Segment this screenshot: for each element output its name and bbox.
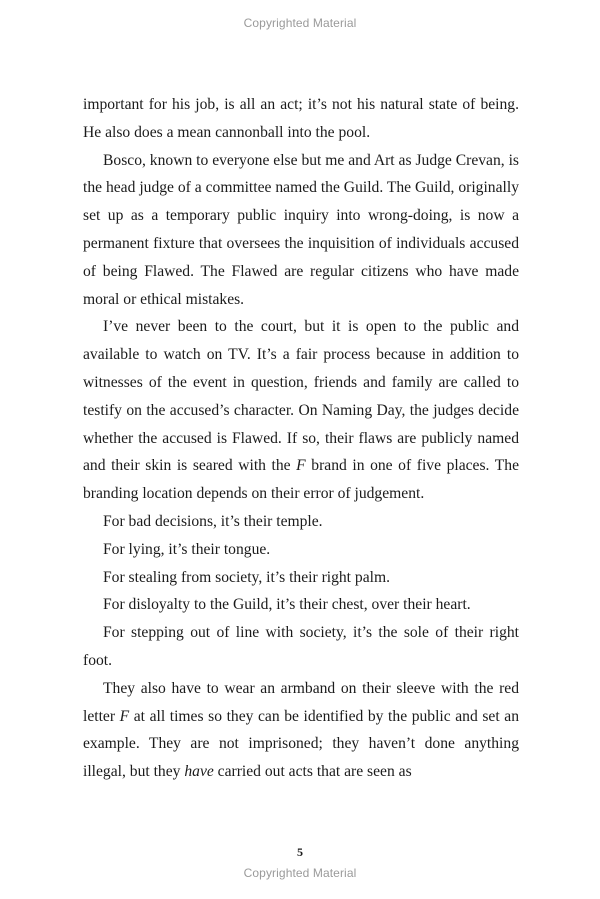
paragraph-foot: For stepping out of line with society, it’s the sole of their right foot. — [83, 624, 519, 669]
paragraph-temple: For bad decisions, it’s their temple. — [103, 512, 323, 530]
paragraph-1: important for his job, is all an act; it’s not his natural state of being. He also does a mean cannonball into the pool. — [83, 96, 519, 141]
brand-letter-f: F — [296, 457, 306, 475]
paragraph-armband-text-c: carried out acts that are seen as — [213, 763, 412, 781]
paragraph-3 — [83, 313, 519, 508]
emphasis-have: have — [184, 763, 214, 781]
copyright-watermark-bottom: Copyrighted Material — [243, 866, 357, 880]
paragraph-3-text-b: brand in one of five places. The branding location depends on their error of judgement. — [83, 457, 519, 503]
paragraph-armband-text-b: at all times so they can be identified by the public and set an example. They are not imprisoned; they haven’t done anything illegal, but they — [83, 707, 519, 781]
page-body-text — [83, 91, 519, 786]
paragraph-palm: For stealing from society, it’s their right palm. — [103, 568, 390, 586]
paragraph-armband — [83, 675, 519, 786]
page-number: 5 — [297, 845, 303, 859]
paragraph-chest: For disloyalty to the Guild, it’s their chest, over their heart. — [103, 596, 471, 614]
copyright-watermark-top: Copyrighted Material — [243, 16, 357, 30]
armband-letter-f: F — [119, 707, 130, 725]
paragraph-3-text-a: I’ve never been to the court, but it is open to the public and available to watch on TV. It’s a fair process because in addition to witnesses of the event in question, friends and family are called to testify on the accused’s character. On Naming Day, the judges decide whether the accused is Flawed. If so, their flaws are publicly named and their skin is seared with the — [83, 318, 519, 475]
paragraph-tongue: For lying, it’s their tongue. — [103, 540, 271, 558]
paragraph-armband-text-a: They also have to wear an armband on their sleeve with the red letter — [83, 679, 519, 725]
paragraph-2: Bosco, known to everyone else but me and Art as Judge Crevan, is the head judge of a committee named the Guild. The Guild, originally set up as a temporary public inquiry into wrong-doing, is now a permanent fixture that oversees the inquisition of individuals accused of being Flawed. The Flawed are regular citizens who have made moral or ethical mistakes. — [83, 151, 519, 308]
